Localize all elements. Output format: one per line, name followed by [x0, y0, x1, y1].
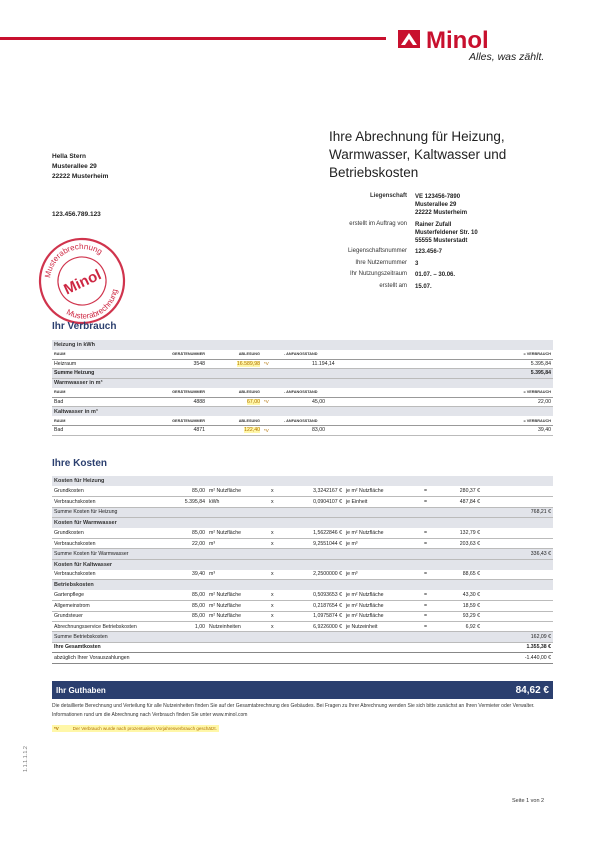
cost-sum-row [52, 549, 553, 559]
cost-equals: = [422, 528, 442, 538]
meta-value [415, 221, 565, 245]
recipient-name: Hella Stern [52, 153, 86, 160]
start-reading: 11.194,14 [282, 359, 392, 369]
consumption-sum-label: Summe Heizung [52, 369, 392, 379]
cost-equals: = [422, 590, 442, 600]
consumption-col-header: ABLESUNG [207, 416, 262, 426]
cost-total-row [52, 653, 553, 663]
cost-equals: = [422, 621, 442, 631]
consumption-col-header: = VERBRAUCH [392, 416, 553, 426]
cost-spacer [482, 528, 553, 538]
cost-spacer [482, 538, 553, 548]
meta-row [250, 283, 570, 291]
consumption-table [52, 340, 553, 436]
estimate-footnote [52, 725, 219, 732]
meter-reading-value: 67,00 [247, 398, 260, 405]
minol-logo [396, 27, 556, 51]
consumption-value: 22,00 [392, 397, 553, 407]
meter-number: 4888 [147, 397, 207, 407]
consumption-col-header: RAUM [52, 416, 147, 426]
page-number: Seite 1 von 2 [512, 798, 545, 804]
consumption-col-header: RAUM [52, 388, 147, 398]
cost-quantity: 85,00 [147, 601, 207, 611]
cost-amount: 43,30 € [442, 590, 482, 600]
svg-text:Musterabrechnung: Musterabrechnung [65, 288, 120, 321]
cost-quantity: 85,00 [147, 486, 207, 496]
meta-value-line: 123.456-7 [415, 249, 443, 255]
cost-spacer [482, 590, 553, 600]
cost-unit: m² Nutzfläche [207, 486, 269, 496]
cost-price: 0,0904107 € [294, 497, 344, 507]
cost-price: 0,5093653 € [294, 590, 344, 600]
consumption-col-header: - ANFANGSSTAND [282, 416, 392, 426]
cost-total-value: -1.440,00 € [482, 653, 553, 663]
meta-value-line: 55555 Musterstadt [415, 237, 468, 244]
cost-section-row [52, 518, 553, 528]
cost-per: je Nutzeinheit [344, 621, 422, 631]
cost-spacer [482, 621, 553, 631]
cost-label: Verbrauchskosten [52, 538, 147, 548]
credit-value: 84,62 € [515, 684, 549, 696]
meta-row [250, 221, 570, 245]
side-code: 1.1.1.1.1.2 [23, 746, 29, 772]
recipient-city: 22222 Musterheim [52, 173, 109, 180]
footnote-mark: *V [54, 726, 59, 731]
cost-times: x [269, 486, 294, 496]
meta-value-line: 01.07. – 30.06. [415, 272, 456, 278]
recipient-street: Musterallee 29 [52, 163, 97, 170]
cost-section-title: Betriebskosten [52, 580, 553, 590]
meta-row [250, 271, 570, 279]
cost-equals: = [422, 486, 442, 496]
billing-meta [250, 193, 570, 294]
cost-quantity: 22,00 [147, 538, 207, 548]
consumption-row [52, 426, 553, 436]
cost-amount: 6,92 € [442, 621, 482, 631]
cost-row [52, 611, 553, 621]
estimate-mark: *V [262, 426, 282, 436]
meta-row [250, 193, 570, 217]
document-title: Ihre Abrechnung für Heizung, Warmwasser, Kaltwasser und Betriebskosten [329, 129, 507, 180]
consumption-col-header: GERÄTENUMMER [147, 350, 207, 360]
cost-per: je m² Nutzfläche [344, 486, 422, 496]
consumption-col-header: - ANFANGSSTAND [282, 350, 392, 360]
meter-reading [207, 426, 262, 436]
cost-unit: m² Nutzfläche [207, 611, 269, 621]
cost-label: Grundsteuer [52, 611, 147, 621]
cost-times: x [269, 611, 294, 621]
consumption-heading: Ihr Verbrauch [52, 321, 117, 332]
cost-per: je Einheit [344, 497, 422, 507]
cost-amount: 280,37 € [442, 486, 482, 496]
cost-section-title: Kosten für Kaltwasser [52, 559, 553, 569]
cost-quantity: 85,00 [147, 611, 207, 621]
meta-label: Liegenschaftsnummer [347, 248, 407, 254]
consumption-col-header: = VERBRAUCH [392, 350, 553, 360]
consumption-col-header [262, 350, 282, 360]
cost-times: x [269, 621, 294, 631]
cost-price: 1,5622846 € [294, 528, 344, 538]
cost-quantity: 5.395,84 [147, 497, 207, 507]
meta-label: Liegenschaft [369, 193, 407, 199]
consumption-col-header: = VERBRAUCH [392, 388, 553, 398]
meta-label: Ihr Nutzungszeitraum [349, 271, 407, 277]
consumption-room: Bad [52, 397, 147, 407]
meta-label: erstellt am [379, 282, 407, 289]
minol-logo-mark [398, 30, 420, 48]
consumption-group-title: Warmwasser in m³ [52, 378, 553, 388]
consumption-value: 39,40 [392, 426, 553, 436]
meter-number: 3548 [147, 359, 207, 369]
svg-text:Minol: Minol [61, 266, 104, 299]
consumption-row [52, 359, 553, 369]
cost-row [52, 601, 553, 611]
cost-times: x [269, 497, 294, 507]
minol-logo-text: Minol [426, 27, 489, 51]
cost-unit: m³ [207, 570, 269, 580]
cost-total-label: Ihre Gesamtkosten [52, 642, 482, 652]
cost-price: 0,2187654 € [294, 601, 344, 611]
cost-times: x [269, 538, 294, 548]
tagline: Alles, was zählt. [469, 51, 545, 63]
meta-value [415, 260, 565, 268]
cost-quantity: 85,00 [147, 528, 207, 538]
consumption-col-header: RAUM [52, 350, 147, 360]
cost-quantity: 1,00 [147, 621, 207, 631]
cost-spacer [482, 601, 553, 611]
header-red-line [0, 37, 386, 40]
cost-section-title: Kosten für Warmwasser [52, 518, 553, 528]
cost-amount: 93,29 € [442, 611, 482, 621]
cost-spacer [482, 611, 553, 621]
consumption-header-row [52, 388, 553, 398]
cost-total-row [52, 642, 553, 652]
consumption-header-row [52, 350, 553, 360]
cost-unit: kWh [207, 497, 269, 507]
cost-label: Gartenpflege [52, 590, 147, 600]
cost-section-row [52, 476, 553, 486]
cost-label: Verbrauchskosten [52, 570, 147, 580]
meta-value [415, 193, 565, 217]
meter-reading [207, 359, 262, 369]
cost-row [52, 497, 553, 507]
cost-sum-row [52, 632, 553, 642]
consumption-room: Bad [52, 426, 147, 436]
cost-equals: = [422, 601, 442, 611]
meta-row [250, 260, 570, 268]
cost-unit: m² Nutzfläche [207, 528, 269, 538]
cost-price: 2,2500000 € [294, 570, 344, 580]
cost-unit: m² Nutzfläche [207, 601, 269, 611]
meta-label: erstellt im Auftrag von [349, 220, 407, 227]
cost-label: Grundkosten [52, 528, 147, 538]
cost-sum-row [52, 507, 553, 517]
cost-sum-value: 162,09 € [482, 632, 553, 642]
cost-unit: m³ [207, 538, 269, 548]
cost-equals: = [422, 611, 442, 621]
cost-sum-label: Summe Kosten für Warmwasser [52, 549, 482, 559]
meta-value [415, 271, 565, 279]
meter-reading-value: 16.589,98 [236, 360, 260, 367]
cost-spacer [482, 497, 553, 507]
meter-reading-value: 122,40 [244, 427, 260, 434]
cost-label: Verbrauchskosten [52, 497, 147, 507]
cost-total-value: 1.355,38 € [482, 642, 553, 652]
cost-label: Allgemeinstrom [52, 601, 147, 611]
cost-row [52, 538, 553, 548]
cost-row [52, 570, 553, 580]
consumption-col-header [262, 416, 282, 426]
customer-number: 123.456.789.123 [52, 211, 101, 218]
meta-label: Ihre Nutzernummer [355, 259, 407, 266]
cost-equals: = [422, 570, 442, 580]
cost-unit: m² Nutzfläche [207, 590, 269, 600]
cost-times: x [269, 570, 294, 580]
cost-per: je m² Nutzfläche [344, 590, 422, 600]
meta-value-line: 3 [415, 260, 419, 267]
consumption-sum-value: 5.395,84 [392, 369, 553, 379]
consumption-group-row [52, 340, 553, 350]
cost-spacer [482, 486, 553, 496]
consumption-col-header: ABLESUNG [207, 388, 262, 398]
cost-row [52, 486, 553, 496]
consumption-sum-row [52, 369, 553, 379]
cost-section-row [52, 559, 553, 569]
cost-price: 9,2551044 € [294, 538, 344, 548]
cost-label: Abrechnungsservice Betriebskosten [52, 621, 147, 631]
cost-label: Grundkosten [52, 486, 147, 496]
credit-bar [52, 681, 553, 699]
cost-times: x [269, 590, 294, 600]
cost-section-title: Kosten für Heizung [52, 476, 553, 486]
cost-row [52, 590, 553, 600]
meta-value [415, 283, 565, 291]
cost-sum-value: 336,43 € [482, 549, 553, 559]
cost-row [52, 621, 553, 631]
meta-value-line: 22222 Musterheim [415, 210, 468, 216]
cost-spacer [482, 570, 553, 580]
recipient-address [52, 152, 108, 182]
cost-total-label: abzüglich Ihrer Vorauszahlungen [52, 653, 482, 663]
costs-heading: Ihre Kosten [52, 458, 108, 469]
cost-sum-label: Summe Betriebskosten [52, 632, 482, 642]
cost-quantity: 85,00 [147, 590, 207, 600]
cost-price: 1,0975874 € [294, 611, 344, 621]
meta-value-line: 15.07. [415, 283, 432, 290]
meter-number: 4871 [147, 426, 207, 436]
costs-table [52, 476, 553, 664]
consumption-group-row [52, 407, 553, 417]
info-note: Die detaillierte Berechnung und Verteilung für alle Nutzeinheiten finden Sie auf der Gesamtabrechnung des Gebäudes. Bei Fragen zu Ihrer Abrechnung wenden Sie sich bitte zunächst an Ihren Vermieter oder Verwalter. Informationen rund um die Abrechnung nach Verbrauch finden Sie unter www.minol.com [52, 703, 535, 718]
cost-equals: = [422, 538, 442, 548]
cost-amount: 132,79 € [442, 528, 482, 538]
svg-text:Musterabrechnung: Musterabrechnung [43, 241, 104, 279]
cost-equals: = [422, 497, 442, 507]
consumption-col-header: - ANFANGSSTAND [282, 388, 392, 398]
cost-row [52, 528, 553, 538]
cost-per: je m³ [344, 570, 422, 580]
meta-row [250, 248, 570, 256]
consumption-group-title: Kaltwasser in m³ [52, 407, 553, 417]
consumption-group-title: Heizung in kWh [52, 340, 553, 350]
meta-value-line: Rainer Zufall [415, 221, 452, 228]
cost-per: je m² Nutzfläche [344, 611, 422, 621]
cost-per: je m² Nutzfläche [344, 601, 422, 611]
cost-times: x [269, 528, 294, 538]
meter-reading [207, 397, 262, 407]
cost-amount: 203,63 € [442, 538, 482, 548]
consumption-col-header: ABLESUNG [207, 350, 262, 360]
consumption-col-header: GERÄTENUMMER [147, 388, 207, 398]
start-reading: 45,00 [282, 397, 392, 407]
consumption-col-header: GERÄTENUMMER [147, 416, 207, 426]
cost-unit: Nutzeinheiten [207, 621, 269, 631]
cost-amount: 88,65 € [442, 570, 482, 580]
consumption-group-row [52, 378, 553, 388]
consumption-row [52, 397, 553, 407]
meta-value-line: Musterallee 29 [415, 202, 457, 208]
cost-price: 3,3242167 € [294, 486, 344, 496]
cost-section-row [52, 580, 553, 590]
cost-price: 6,9226000 € [294, 621, 344, 631]
cost-amount: 18,59 € [442, 601, 482, 611]
meta-value-line: VE 123456-7890 [415, 194, 461, 200]
cost-per: je m³ [344, 538, 422, 548]
credit-label: Ihr Guthaben [56, 685, 106, 695]
cost-amount: 487,84 € [442, 497, 482, 507]
footnote-text: Der Verbrauch wurde nach prozentualem Vorjahresverbrauch geschätzt. [72, 726, 217, 731]
consumption-col-header [262, 388, 282, 398]
consumption-header-row [52, 416, 553, 426]
estimate-mark: *V [262, 359, 282, 369]
start-reading: 83,00 [282, 426, 392, 436]
cost-sum-value: 768,21 € [482, 507, 553, 517]
consumption-room: Heizraum [52, 359, 147, 369]
estimate-mark: *V [262, 397, 282, 407]
meta-value-line: Musterfeldener Str. 10 [415, 229, 478, 236]
cost-quantity: 39,40 [147, 570, 207, 580]
cost-per: je m² Nutzfläche [344, 528, 422, 538]
cost-sum-label: Summe Kosten für Heizung [52, 507, 482, 517]
meta-value [415, 248, 565, 256]
cost-times: x [269, 601, 294, 611]
consumption-value: 5.395,84 [392, 359, 553, 369]
sample-stamp [36, 235, 128, 327]
